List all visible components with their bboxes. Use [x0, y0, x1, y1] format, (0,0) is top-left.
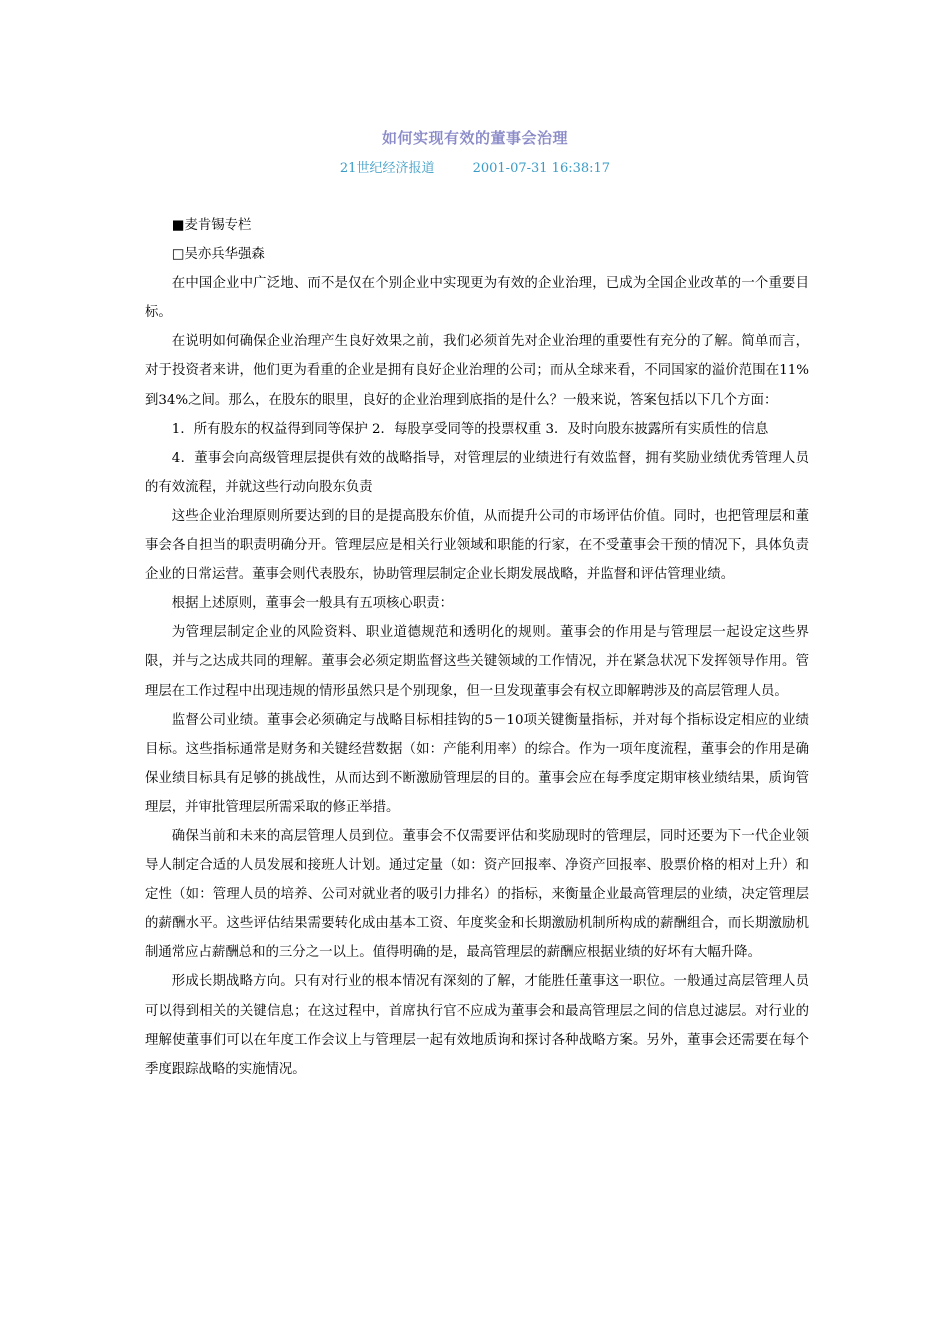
paragraph: 在说明如何确保企业治理产生良好效果之前，我们必须首先对企业治理的重要性有充分的了解。简单而言，对于投资者来讲，他们更为看重的企业是拥有良好企业治理的公司；而从全球来看，不同国家的溢价范围在11%到34%之间。那么，在股东的眼里，良好的企业治理到底指的是什么？一般来说，答案包括以下几个方面：: [145, 334, 809, 408]
article-body: [145, 211, 809, 1084]
paragraph: 1．所有股东的权益得到同等保护 2．每股享受同等的投票权重 3．及时向股东披露所有实质性的信息: [171, 421, 769, 437]
paragraph: 为管理层制定企业的风险资料、职业道德规范和透明化的规则。董事会的作用是与管理层一起设定这些界限，并与之达成共同的理解。董事会必须定期监督这些关键领域的工作情况，并在紧急状况下发挥领导作用。管理层在工作过程中出现违规的情形虽然只是个别现象，但一旦发现董事会有权立即解聘涉及的高层管理人员。: [145, 625, 809, 699]
paragraph: 根据上述原则，董事会一般具有五项核心职责：: [171, 596, 453, 612]
article-source: 21世纪经济报道: [339, 161, 435, 176]
author-line: □吴亦兵华强森: [171, 247, 265, 263]
paragraph: 在中国企业中广泛地、而不是仅在个别企业中实现更为有效的企业治理，已成为全国企业改革的一个重要目标。: [145, 276, 809, 321]
paragraph: 确保当前和未来的高层管理人员到位。董事会不仅需要评估和奖励现时的管理层，同时还要为下一代企业领导人制定合适的人员发展和接班人计划。通过定量（如：资产回报率、净资产回报率、股票价格的相对上升）和定性（如：管理人员的培养、公司对就业者的吸引力排名）的指标，来衡量企业最高管理层的业绩，决定管理层的薪酬水平。这些评估结果需要转化成由基本工资、年度奖金和长期激励机制所构成的薪酬组合，而长期激励机制通常应占薪酬总和的三分之一以上。值得明确的是，最高管理层的薪酬应根据业绩的好坏有大幅升降。: [145, 828, 809, 961]
article-datetime: 2001-07-31 16:38:17: [472, 161, 611, 176]
column-label: ■麦肯锡专栏: [171, 218, 252, 233]
article-meta: [0, 157, 950, 176]
paragraph: 形成长期战略方向。只有对行业的根本情况有深刻的了解，才能胜任董事这一职位。一般通过高层管理人员可以得到相关的关键信息；在这过程中，首席执行官不应成为董事会和最高管理层之间的信息过滤层。对行业的理解使董事们可以在年度工作会议上与管理层一起有效地质询和探讨各种战略方案。另外，董事会还需要在每个季度跟踪战略的实施情况。: [145, 974, 809, 1077]
article-title: 如何实现有效的董事会治理: [381, 129, 568, 147]
paragraph: 监督公司业绩。董事会必须确定与战略目标相挂钩的5－10项关键衡量指标，并对每个指标设定相应的业绩目标。这些指标通常是财务和关键经营数据（如：产能利用率）的综合。作为一项年度流程，董事会的作用是确保业绩目标具有足够的挑战性，从而达到不断激励管理层的目的。董事会应在每季度定期审核业绩结果，质询管理层，并审批管理层所需采取的修正举措。: [145, 712, 809, 815]
paragraph: 4．董事会向高级管理层提供有效的战略指导，对管理层的业绩进行有效监督，拥有奖励业绩优秀管理人员的有效流程，并就这些行动向股东负责: [145, 450, 809, 495]
paragraph: 这些企业治理原则所要达到的目的是提高股东价值，从而提升公司的市场评估价值。同时，也把管理层和董事会各自担当的职责明确分开。管理层应是相关行业领域和职能的行家，在不受董事会干预的情况下，具体负责企业的日常运营。董事会则代表股东，协助管理层制定企业长期发展战略，并监督和评估管理业绩。: [145, 508, 809, 583]
